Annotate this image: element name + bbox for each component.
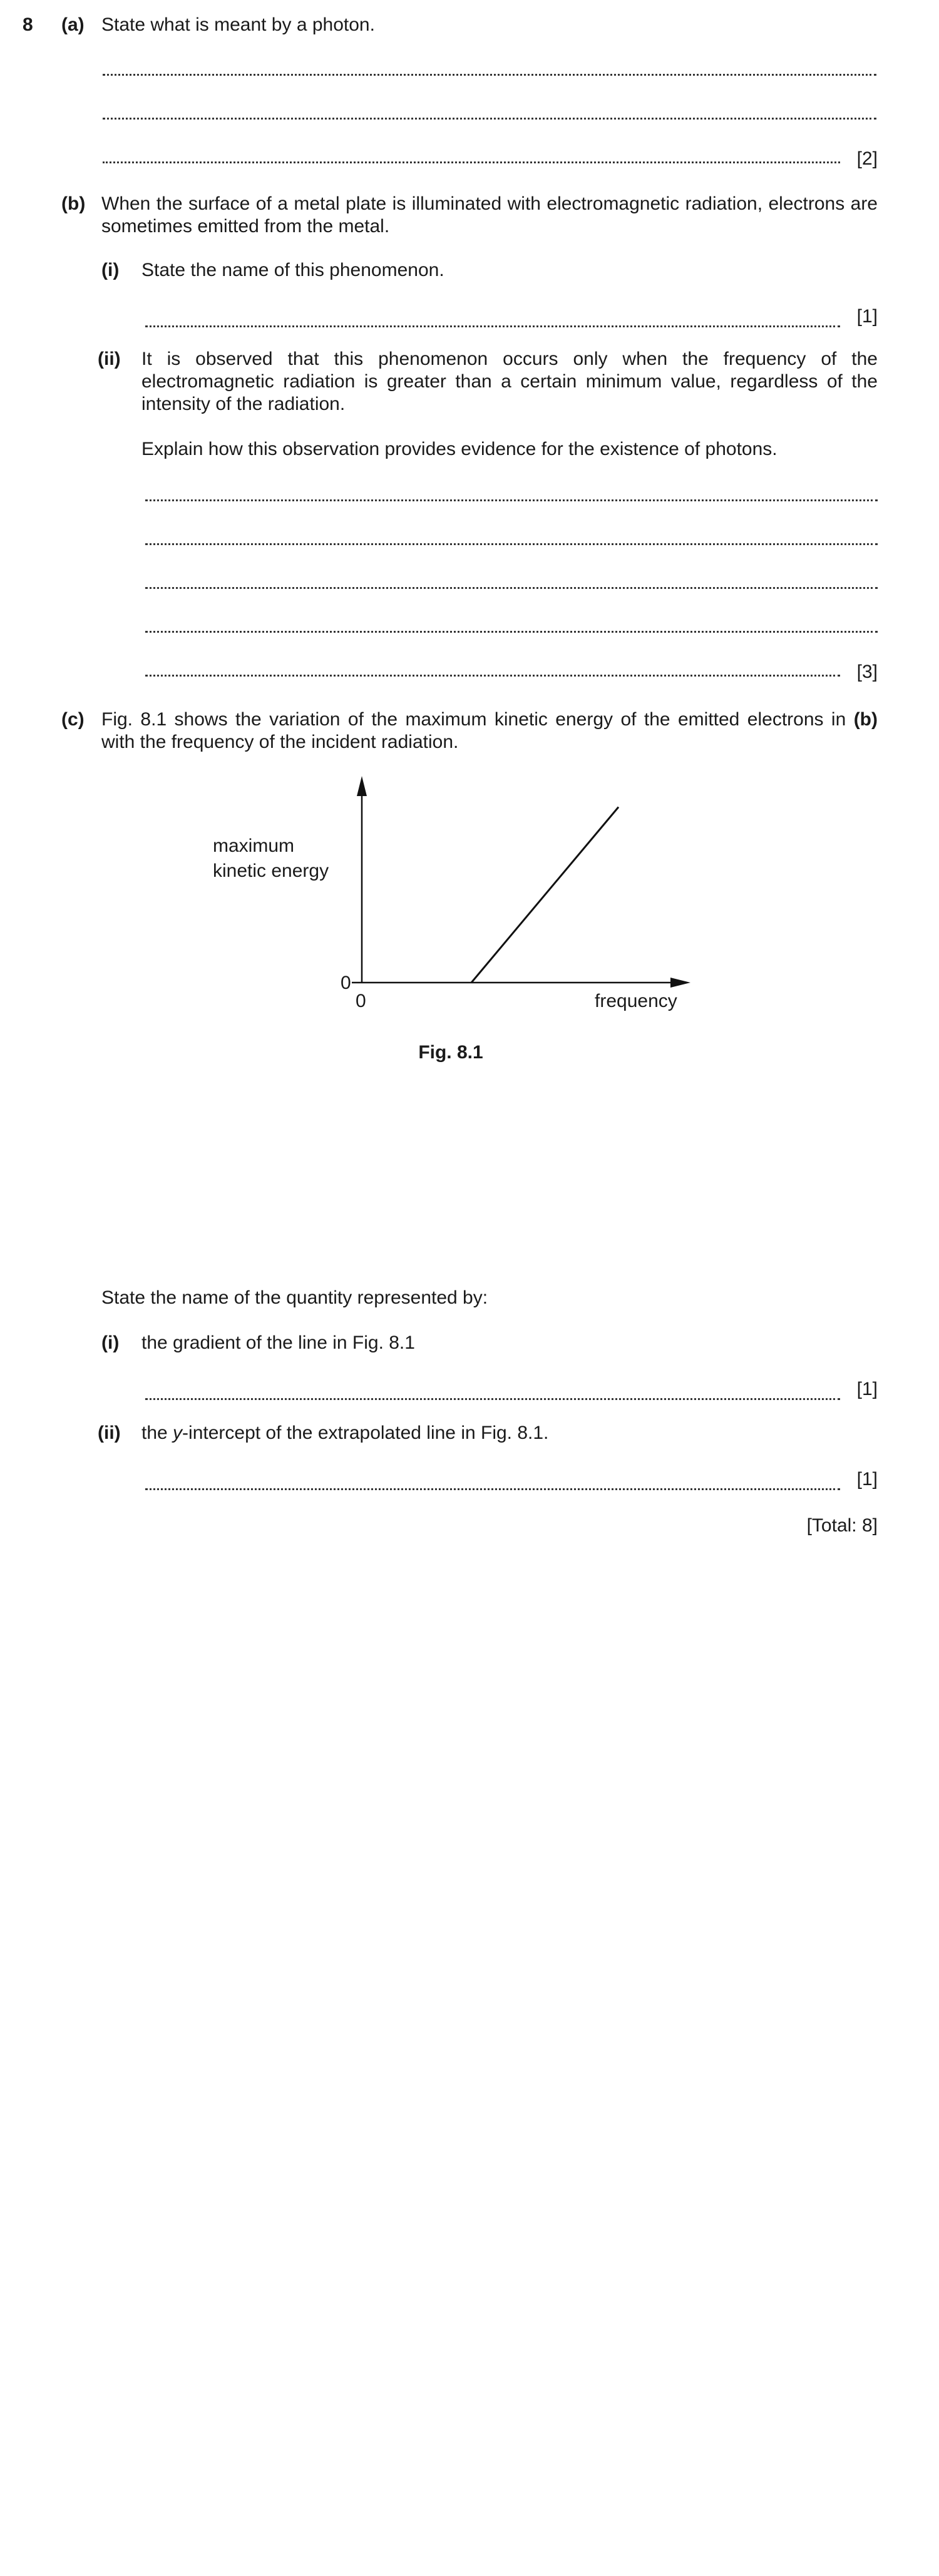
part-c-intro: Fig. 8.1 shows the variation of the maximum kinetic energy of the emitted electrons in (b) with the frequency of the incident radiation.: [101, 709, 878, 752]
part-b-i-mark: [1]: [856, 306, 878, 327]
x-axis-arrowhead: [670, 978, 690, 988]
part-c-label: (c): [61, 709, 85, 730]
part-a-mark: [2]: [856, 148, 878, 169]
part-c-ii-question: the y-intercept of the extrapolated line in Fig. 8.1.: [141, 1423, 549, 1443]
part-c-stem: State the name of the quantity represented by:: [101, 1287, 488, 1308]
graph-y-axis-label-line2: kinetic energy: [213, 861, 329, 881]
answer-line-c-ii[interactable]: [145, 1488, 840, 1490]
part-a-question: State what is meant by a photon.: [101, 14, 375, 35]
part-b-intro: When the surface of a metal plate is illuminated with electromagnetic radiation, electrons are sometimes emitted from the metal.: [101, 193, 878, 237]
graph-y-zero-label: 0: [341, 973, 351, 993]
part-b-i-label: (i): [101, 260, 120, 280]
total-marks: [Total: 8]: [806, 1515, 878, 1536]
part-c-i-label: (i): [101, 1332, 120, 1353]
graph-axes: [352, 776, 690, 988]
part-b-ii-mark: [3]: [856, 662, 878, 682]
graph-x-axis-label: frequency: [595, 991, 677, 1011]
part-c-i-question: the gradient of the line in Fig. 8.1: [141, 1332, 415, 1353]
answer-line-c-i[interactable]: [145, 1398, 840, 1400]
part-c-ii-mark: [1]: [856, 1469, 878, 1490]
part-b-i-question: State the name of this phenomenon.: [141, 260, 444, 280]
part-a-label: (a): [61, 14, 85, 35]
part-b-ii-label: (ii): [98, 349, 121, 369]
y-axis-arrowhead: [357, 776, 367, 796]
series-line-segment: [471, 807, 618, 983]
question-number: 8: [23, 14, 33, 35]
graph-y-axis-label-line1: maximum: [213, 836, 295, 856]
part-c-i-mark: [1]: [856, 1379, 878, 1399]
part-b-ii-prompt: Explain how this observation provides evidence for the existence of photons.: [141, 439, 777, 459]
graph-x-zero-label: 0: [356, 991, 366, 1011]
part-c-ii-label: (ii): [98, 1423, 121, 1443]
part-b-label: (b): [61, 193, 86, 214]
part-b-ii-statement: It is observed that this phenomenon occurs only when the frequency of the electromagnetic radiation is greater than a certain minimum value, regardless of the intensity of the radiation.: [141, 349, 878, 414]
figure-caption: Fig. 8.1: [418, 1042, 483, 1063]
